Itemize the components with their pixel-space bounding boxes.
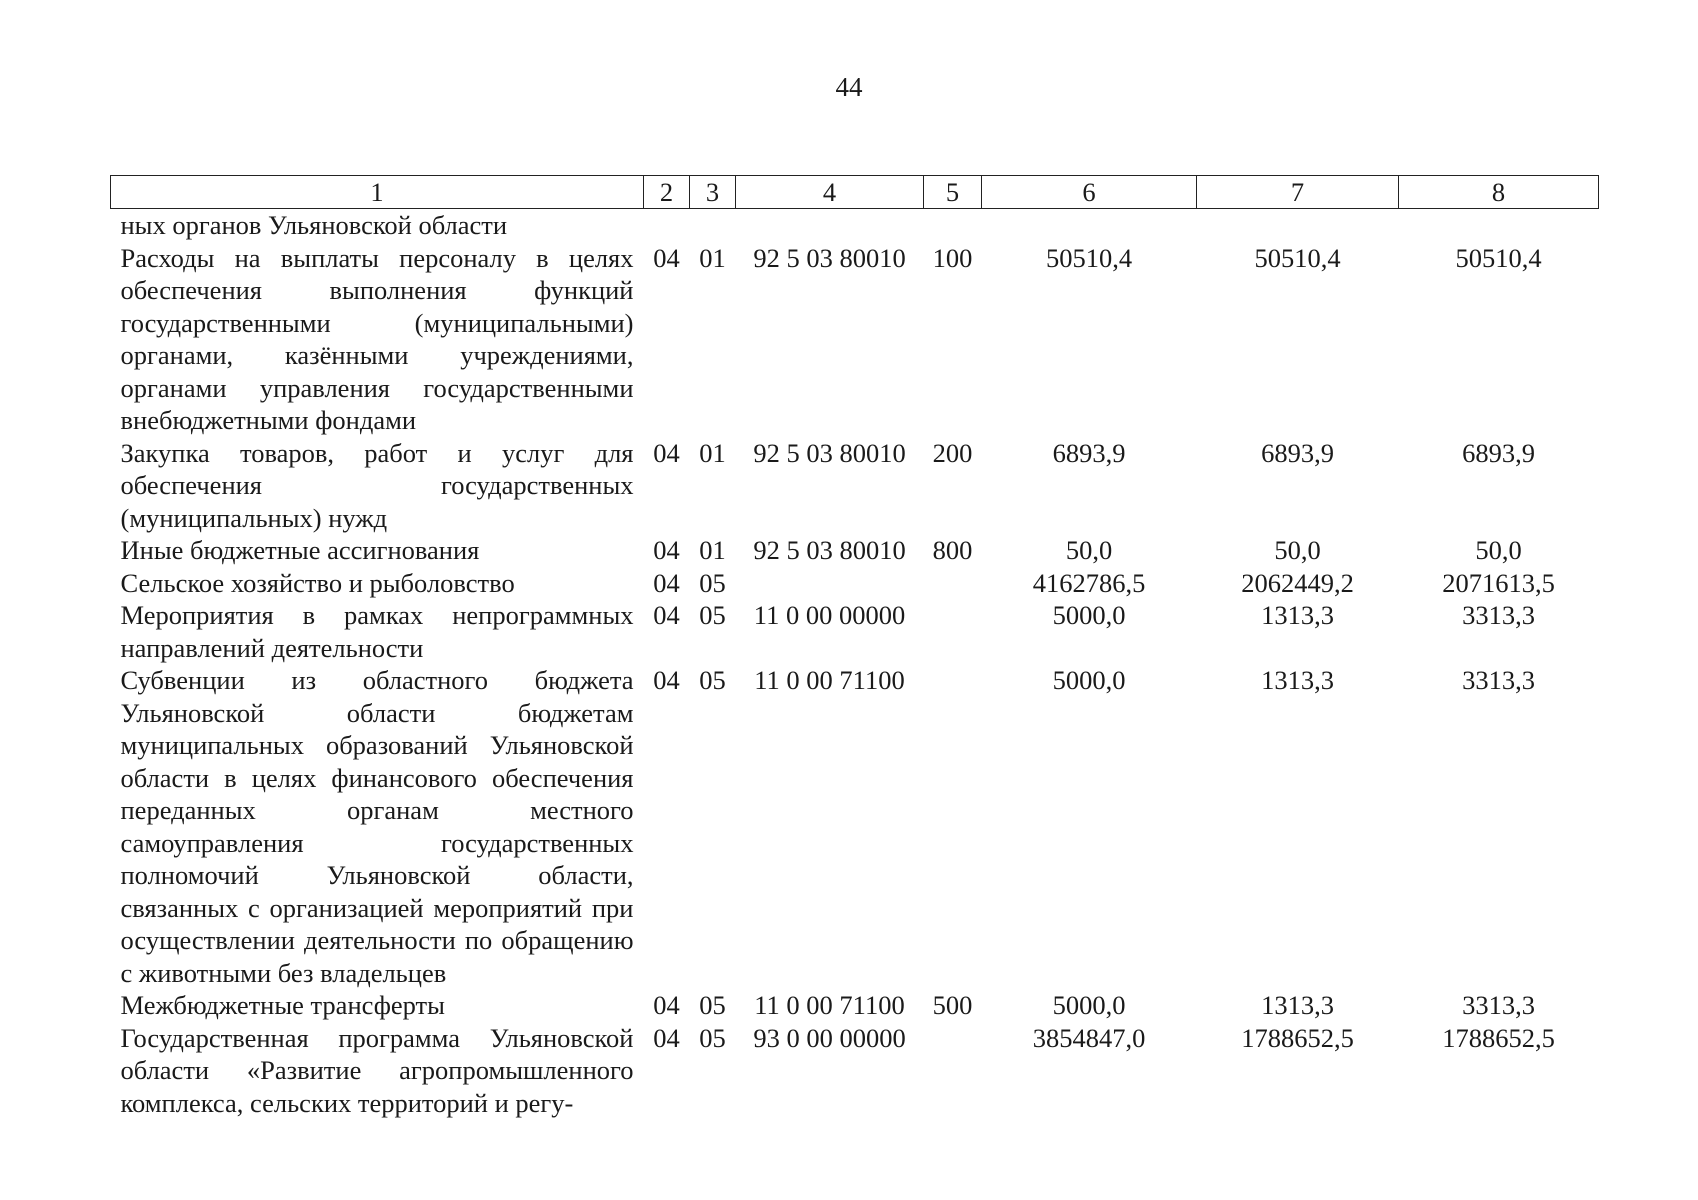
row-name: Мероприятия в рамках непрограммных направлений деятельности: [120, 600, 634, 663]
row-subsection: 01: [699, 437, 726, 468]
table-body: [111, 209, 1599, 1120]
table-row: [111, 664, 1599, 989]
row-section: 04: [653, 990, 680, 1020]
row-section: 04: [653, 1022, 680, 1053]
table-row: [111, 534, 1599, 567]
row-expense-type: 500: [932, 990, 973, 1020]
row-target-code: 92 5 03 80010: [753, 437, 906, 468]
table-row: [111, 1022, 1599, 1120]
row-value-col8: 3313,3: [1462, 990, 1535, 1020]
row-subsection: 01: [699, 535, 726, 565]
row-value-col7: 6893,9: [1261, 437, 1334, 468]
budget-table: [110, 175, 1599, 1119]
row-name: Государственная программа Ульяновской области «Развитие агропромышленного комплекса, сельских территорий и регу-: [120, 1022, 634, 1118]
header-col-1: 1: [111, 176, 644, 209]
header-col-7: 7: [1197, 176, 1399, 209]
row-target-code: 92 5 03 80010: [753, 242, 906, 273]
page-number: 44: [835, 72, 863, 102]
row-subsection: 01: [699, 242, 726, 273]
row-expense-type: [924, 599, 982, 664]
row-expense-type: [924, 664, 982, 989]
table-row: [111, 567, 1599, 600]
row-subsection: 05: [699, 567, 726, 598]
row-subsection: 05: [699, 990, 726, 1020]
row-expense-type: 800: [932, 535, 973, 565]
row-section: 04: [653, 567, 680, 598]
row-value-col8: [1399, 209, 1599, 242]
row-expense-type: [924, 1022, 982, 1120]
row-value-col6: 6893,9: [1052, 437, 1126, 468]
row-subsection: [690, 209, 736, 242]
header-col-8: 8: [1399, 176, 1599, 209]
row-expense-type: [924, 567, 982, 600]
row-expense-type: [924, 209, 982, 242]
row-expense-type: 100: [932, 242, 973, 273]
row-value-col8: 50,0: [1475, 535, 1522, 565]
row-value-col6: 4162786,5: [1032, 567, 1146, 598]
header-col-4: 4: [736, 176, 924, 209]
row-value-col8: 6893,9: [1462, 437, 1535, 468]
header-col-2: 2: [644, 176, 690, 209]
table-row: [111, 599, 1599, 664]
row-name: Сельское хозяйство и рыболовство: [120, 567, 515, 598]
row-value-col8: 3313,3: [1462, 665, 1535, 695]
row-expense-type: 200: [932, 437, 973, 468]
header-col-6: 6: [982, 176, 1197, 209]
row-value-col6: 3854847,0: [1032, 1022, 1146, 1053]
row-name: Расходы на выплаты персоналу в целях обеспечения выполнения функций государственными (муниципальными) органами, казёнными учреждениями, органами управления государственными внебюджетными фондами: [120, 242, 634, 435]
row-name: Закупка товаров, работ и услуг для обеспечения государственных (муниципальных) нужд: [120, 437, 634, 533]
row-value-col8: 2071613,5: [1442, 567, 1555, 598]
row-value-col7: [1197, 209, 1399, 242]
table-row: [111, 242, 1599, 437]
row-value-col6: [982, 209, 1197, 242]
row-value-col8: 3313,3: [1462, 600, 1535, 630]
row-name: Межбюджетные трансферты: [120, 990, 445, 1020]
row-name: Иные бюджетные ассигнования: [120, 535, 480, 565]
row-target-code: [736, 209, 924, 242]
table-row: [111, 209, 1599, 242]
row-value-col7: 1313,3: [1261, 600, 1334, 630]
row-section: 04: [653, 437, 680, 468]
row-value-col8: 50510,4: [1455, 242, 1542, 273]
row-subsection: 05: [699, 1022, 726, 1053]
row-value-col6: 50,0: [1065, 535, 1113, 565]
header-col-5: 5: [924, 176, 982, 209]
row-name: Субвенции из областного бюджета Ульяновской области бюджетам муниципальных образований Ульяновской области в целях финансового обеспечения переданных органам местного самоуправления государственных полномочий Ульяновской области, связанных с организацией мероприятий при осуществлении деятельности по обращению с животными без владельцев: [120, 665, 634, 988]
row-value-col7: 2062449,2: [1241, 567, 1354, 598]
row-subsection: 05: [699, 665, 726, 695]
row-target-code: 11 0 00 71100: [754, 990, 905, 1020]
row-section: 04: [653, 242, 680, 273]
row-section: 04: [653, 535, 680, 565]
table-row: [111, 437, 1599, 535]
row-target-code: 11 0 00 00000: [753, 600, 906, 630]
row-value-col7: 50510,4: [1254, 242, 1341, 273]
row-value-col7: 1788652,5: [1241, 1022, 1354, 1053]
row-value-col6: 5000,0: [1052, 990, 1126, 1020]
row-target-code: 93 0 00 00000: [753, 1022, 906, 1053]
row-target-code: [736, 567, 924, 600]
row-value-col8: 1788652,5: [1442, 1022, 1555, 1053]
row-section: 04: [653, 600, 680, 630]
row-section: [644, 209, 690, 242]
row-value-col6: 5000,0: [1052, 600, 1126, 630]
header-row: [111, 176, 1599, 209]
header-col-3: 3: [690, 176, 736, 209]
table-header: [111, 176, 1599, 209]
row-name: ных органов Ульяновской области: [120, 210, 508, 240]
row-target-code: 92 5 03 80010: [753, 535, 906, 565]
table-row: [111, 989, 1599, 1022]
row-subsection: 05: [699, 600, 726, 630]
row-value-col7: 50,0: [1274, 535, 1321, 565]
row-value-col6: 5000,0: [1052, 665, 1126, 695]
row-section: 04: [653, 665, 680, 695]
row-value-col7: 1313,3: [1261, 665, 1334, 695]
row-value-col6: 50510,4: [1045, 242, 1133, 273]
row-target-code: 11 0 00 71100: [754, 665, 905, 695]
row-value-col7: 1313,3: [1261, 990, 1334, 1020]
